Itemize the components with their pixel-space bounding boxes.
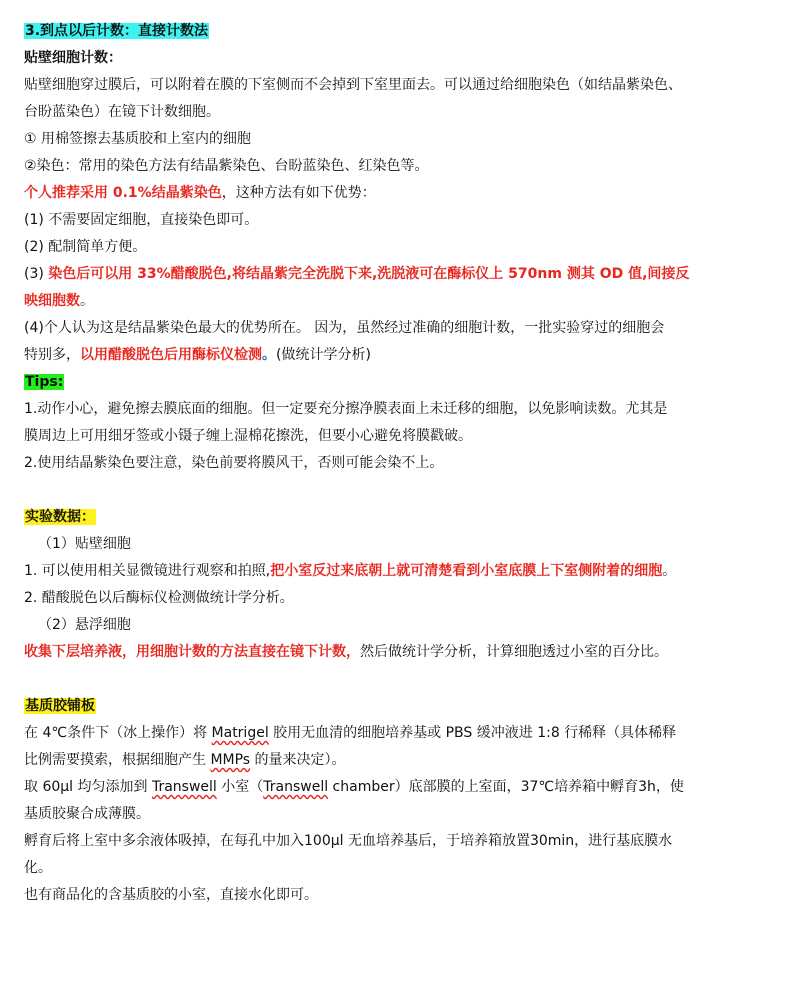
advantage-note: (做统计学分析) xyxy=(276,347,371,363)
tip-item: 2.使用结晶紫染色要注意，染色前要将膜风干，否则可能会染不上。 xyxy=(24,455,444,471)
spacer xyxy=(24,477,772,504)
experiment-highlight: 收集下层培养液，用细胞计数的方法直接在镜下计数， xyxy=(24,644,360,660)
experiment-end: 。 xyxy=(662,563,677,579)
matrigel-text: 胶用无血清的细胞培养基或 PBS 缓冲液进 1:8 行稀释（具体稀释 xyxy=(268,725,677,741)
transwell-term: Transwell xyxy=(151,779,217,795)
experiment-heading: 实验数据： xyxy=(25,509,95,525)
advantage-item: (2) 配制简单方便。 xyxy=(24,239,147,255)
tip-item: 1.动作小心，避免擦去膜底面的细胞。但一定要充分擦净膜表面上未迁移的细胞，以免影响读数。尤其是 xyxy=(24,401,668,417)
section-heading: 3.到点以后计数：直接计数法 xyxy=(25,23,209,39)
advantage-item xyxy=(24,261,772,288)
paragraph-line: 贴壁细胞穿过膜后，可以附着在膜的下室侧而不会掉到下室里面去。可以通过给细胞染色（如结晶紫染色、 xyxy=(24,77,682,93)
advantage-item: (1) 不需要固定细胞，直接染色即可。 xyxy=(24,212,259,228)
matrigel-paragraph xyxy=(24,720,772,747)
transwell-term: Transwell xyxy=(263,779,329,795)
experiment-highlight: 把小室反过来底朝上就可清楚看到小室底膜上下室侧附着的细胞 xyxy=(270,563,663,579)
recommendation-highlight: 个人推荐采用 0.1%结晶紫染色 xyxy=(24,185,222,201)
advantage-end: 。 xyxy=(80,293,94,309)
advantage-item: (4)个人认为这是结晶紫染色最大的优势所在。 因为，虽然经过准确的细胞计数，一批实验穿过的细胞会 xyxy=(24,320,665,336)
matrigel-text: chamber）底部膜的上室面，37℃培养箱中孵育3h，使 xyxy=(328,779,684,795)
recommendation-line xyxy=(24,180,772,207)
advantage-highlight: 染色后可以用 33%醋酸脱色,将结晶紫完全洗脱下来,洗脱液可在酶标仪上 570nm 测其 OD 值,间接反 xyxy=(48,266,690,282)
matrigel-paragraph-continued: 化。 xyxy=(24,860,52,876)
advantage-highlight: 映细胞数 xyxy=(24,293,80,309)
matrigel-text: 在 4℃条件下（冰上操作）将 xyxy=(24,725,212,741)
step-item: ②染色：常用的染色方法有结晶紫染色、台盼蓝染色、红染色等。 xyxy=(24,158,429,174)
matrigel-text: 小室（ xyxy=(216,779,264,795)
tips-heading: Tips: xyxy=(25,374,64,390)
experiment-text: 然后做统计学分析，计算细胞透过小室的百分比。 xyxy=(360,644,668,660)
advantage-text: 特别多， xyxy=(24,347,80,363)
mmps-term: MMPs xyxy=(210,752,251,768)
subsection-title: （1）贴壁细胞 xyxy=(38,536,131,552)
section-heading-row xyxy=(24,18,772,45)
matrigel-text: 比例需要摸索，根据细胞产生 xyxy=(24,752,211,768)
advantage-highlight: 以用醋酸脱色后用酶标仪检测 xyxy=(80,347,262,363)
paragraph-line: 台盼蓝染色）在镜下计数细胞。 xyxy=(24,104,220,120)
advantage-item-continued xyxy=(24,288,772,315)
recommendation-text: ，这种方法有如下优势： xyxy=(221,185,376,201)
subsection-title: （2）悬浮细胞 xyxy=(38,617,131,633)
advantage-period: 。 xyxy=(262,347,276,363)
matrigel-paragraph xyxy=(24,774,772,801)
tips-heading-row xyxy=(24,369,772,396)
matrigel-paragraph-continued xyxy=(24,747,772,774)
step-item: ① 用棉签擦去基质胶和上室内的细胞 xyxy=(24,131,252,147)
experiment-text: 1. 可以使用相关显微镜进行观察和拍照, xyxy=(24,563,271,579)
matrigel-paragraph: 也有商品化的含基质胶的小室，直接水化即可。 xyxy=(24,887,318,903)
matrigel-heading: 基质胶铺板 xyxy=(25,698,95,714)
experiment-item xyxy=(24,558,772,585)
experiment-item xyxy=(24,639,772,666)
experiment-heading-row xyxy=(24,504,772,531)
matrigel-paragraph-continued: 基质胶聚合成薄膜。 xyxy=(24,806,150,822)
spacer xyxy=(24,666,772,693)
subheading: 贴壁细胞计数： xyxy=(24,50,122,66)
experiment-item: 2. 醋酸脱色以后酶标仪检测做统计学分析。 xyxy=(24,590,294,606)
matrigel-text: 取 60µl 均匀添加到 xyxy=(24,779,152,795)
matrigel-text: 的量来决定）。 xyxy=(250,752,346,768)
matrigel-term: Matrigel xyxy=(211,725,269,741)
advantage-item-continued xyxy=(24,342,772,369)
advantage-number: (3) xyxy=(24,266,49,282)
matrigel-paragraph: 孵育后将上室中多余液体吸掉，在每孔中加入100µl 无血培养基后，于培养箱放置30min，进行基底膜水 xyxy=(24,833,673,849)
matrigel-heading-row xyxy=(24,693,772,720)
tip-item-continued: 膜周边上可用细牙签或小镊子缠上湿棉花擦洗，但要小心避免将膜戳破。 xyxy=(24,428,472,444)
